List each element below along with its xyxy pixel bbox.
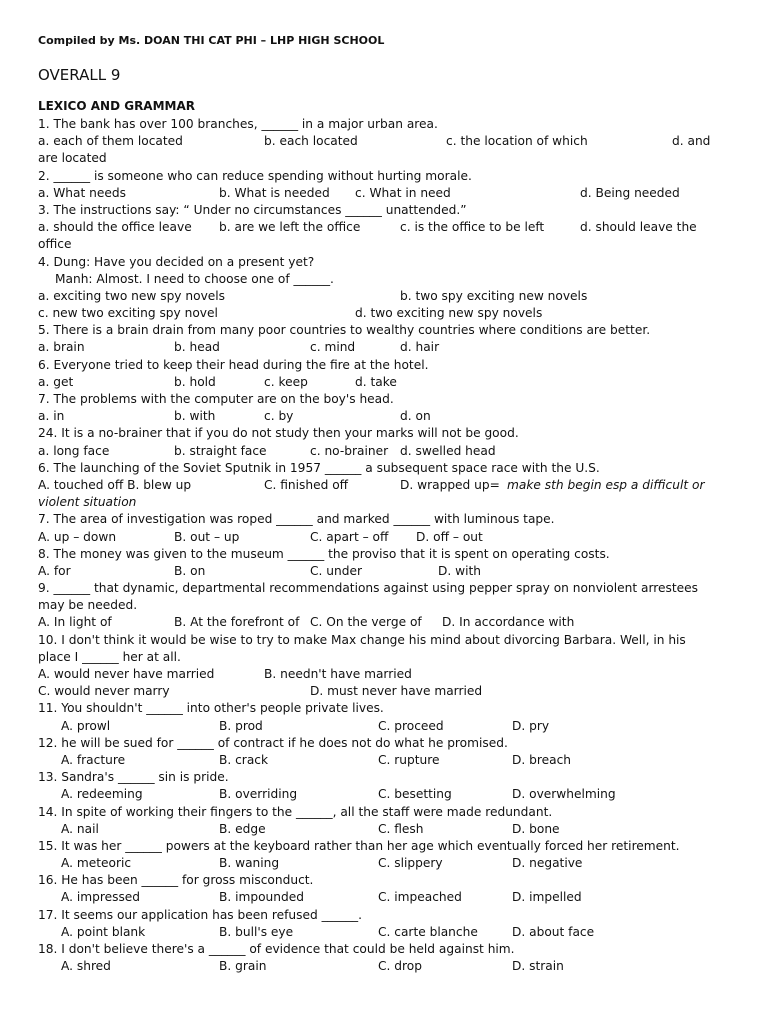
option: A. touched off B. blew up [38, 477, 192, 492]
option: B. overriding [219, 787, 298, 802]
option-continuation: office [38, 237, 72, 252]
option: D. with [438, 563, 481, 578]
option: D. strain [512, 959, 564, 974]
question-line [38, 202, 728, 219]
option: A. fracture [61, 752, 126, 767]
option: a. long face [38, 443, 110, 458]
question-line [38, 769, 728, 786]
option: A. meteoric [61, 856, 132, 871]
option-line [38, 752, 728, 769]
option: B. out – up [174, 529, 240, 544]
option-line [38, 958, 728, 975]
question-text: 16. He has been ______ for gross misconduct. [38, 873, 314, 888]
option-line [38, 133, 728, 150]
question-text: 7. The problems with the computer are on the boy's head. [38, 392, 394, 406]
section-heading: LEXICO AND GRAMMAR [38, 99, 196, 113]
option: A. would never have married [38, 667, 215, 681]
question-list [38, 116, 728, 975]
question-text: 13. Sandra's ______ sin is pride. [38, 770, 229, 785]
option-line [38, 786, 728, 803]
option: c. no-brainer [310, 443, 389, 458]
document-header: Compiled by Ms. DOAN THI CAT PHI – LHP HIGH SCHOOL [38, 34, 385, 47]
question-text: 10. I don't think it would be wise to try to make Max change his mind about divorcing Barbara. Well, in his [38, 632, 686, 647]
option: A. In light of [38, 615, 112, 630]
option-line [38, 305, 728, 322]
option: a. What needs [38, 185, 126, 200]
option-line [38, 563, 728, 580]
question-text: 17. It seems our application has been refused ______. [38, 907, 363, 922]
option: A. point blank [61, 924, 146, 939]
option: c. What in need [355, 185, 451, 200]
question-line [38, 804, 728, 821]
option: B. on [174, 563, 206, 578]
question-text: 5. There is a brain drain from many poor countries to wealthy countries where conditions are better. [38, 323, 651, 338]
option: D. breach [512, 752, 572, 767]
question-text: 8. The money was given to the museum ______ the proviso that it is spent on operating costs. [38, 546, 610, 561]
option-note: violent situation [38, 495, 137, 510]
option: C. would never marry [38, 684, 170, 699]
option: D. bone [512, 821, 560, 836]
option-line [38, 494, 728, 511]
option: b. with [174, 409, 216, 424]
option: c. by [264, 409, 294, 424]
option: B. waning [219, 856, 280, 871]
option: D. wrapped up= [400, 477, 500, 492]
question-text: 2. ______ is someone who can reduce spending without hurting morale. [38, 168, 472, 183]
option: b. head [174, 340, 220, 355]
option-line [38, 683, 728, 700]
option: A. nail [61, 821, 99, 836]
option-line [38, 408, 728, 425]
option-line [38, 666, 728, 683]
option: B. crack [219, 752, 269, 767]
question-text: 12. he will be sued for ______ of contract if he does not do what he promised. [38, 735, 508, 750]
option: C. apart – off [310, 529, 389, 544]
option: C. besetting [378, 787, 452, 802]
option: B. edge [219, 821, 266, 836]
question-text: 14. In spite of working their fingers to the ______, all the staff were made redundant. [38, 804, 553, 819]
option: B. bull's eye [219, 924, 294, 939]
option: A. up – down [38, 529, 117, 544]
option: A. redeeming [61, 787, 143, 802]
option: C. finished off [264, 477, 349, 492]
option: D. In accordance with [442, 615, 575, 630]
option: c. keep [264, 374, 308, 389]
option: D. overwhelming [512, 787, 616, 802]
question-line [38, 391, 728, 408]
option-line [38, 855, 728, 872]
question-line [38, 546, 728, 563]
option-line [38, 924, 728, 941]
option: C. drop [378, 959, 422, 974]
option-line [38, 821, 728, 838]
option: C. On the verge of [310, 615, 422, 630]
option: d. take [355, 374, 397, 389]
question-line [38, 872, 728, 889]
option: D. negative [512, 856, 583, 871]
option-line [38, 339, 728, 356]
question-text: 11. You shouldn't ______ into other's people private lives. [38, 701, 384, 716]
option: b. hold [174, 374, 216, 389]
option: C. rupture [378, 752, 440, 767]
option: A. shred [61, 959, 111, 974]
option: D. off – out [416, 529, 483, 544]
option: d. should leave the [580, 220, 697, 235]
option: D. must never have married [310, 684, 483, 699]
question-line [38, 907, 728, 924]
option: a. brain [38, 340, 85, 355]
option: D. pry [512, 718, 550, 733]
question-text: 6. Everyone tried to keep their head during the fire at the hotel. [38, 357, 429, 372]
question-line [38, 838, 728, 855]
option: c. new two exciting spy novel [38, 306, 218, 321]
question-text: 18. I don't believe there's a ______ of evidence that could be held against him. [38, 942, 515, 956]
question-text: may be needed. [38, 598, 138, 613]
question-text: 9. ______ that dynamic, departmental recommendations against using pepper spray on nonviolent arrestees [38, 581, 698, 596]
option: B. At the forefront of [174, 615, 300, 630]
option-line [38, 150, 728, 167]
option: a. each of them located [38, 134, 183, 149]
option-line [38, 219, 728, 236]
question-line [38, 425, 728, 442]
question-line [38, 511, 728, 528]
option: B. prod [219, 718, 263, 733]
option-line [38, 477, 728, 494]
option: d. swelled head [400, 443, 496, 458]
option: d. hair [400, 340, 440, 355]
question-text: 6. The launching of the Soviet Sputnik in 1957 ______ a subsequent space race with the U.S. [38, 460, 600, 475]
option-line [38, 889, 728, 906]
option: d. on [400, 409, 431, 424]
page-title: OVERALL 9 [38, 66, 121, 84]
option: A. prowl [61, 718, 111, 733]
option: c. the location of which [446, 134, 588, 149]
option: C. proceed [378, 718, 444, 733]
question-line [38, 735, 728, 752]
question-text: 3. The instructions say: “ Under no circumstances ______ unattended.” [38, 202, 467, 217]
option: b. What is needed [219, 185, 330, 200]
question-line [38, 271, 728, 288]
option: C. carte blanche [378, 924, 478, 939]
option: b. each located [264, 134, 358, 149]
question-text: place I ______ her at all. [38, 649, 181, 664]
option-line [38, 718, 728, 735]
option: b. two spy exciting new novels [400, 288, 588, 303]
option-line [38, 529, 728, 546]
question-line [38, 322, 728, 339]
option-line [38, 374, 728, 391]
question-text: 7. The area of investigation was roped ______ and marked ______ with luminous tape. [38, 512, 555, 527]
option: d. Being needed [580, 185, 680, 200]
option: c. mind [310, 340, 356, 355]
option-line [38, 288, 728, 305]
option: C. under [310, 563, 362, 578]
option: b. are we left the office [219, 220, 361, 235]
question-text: 4. Dung: Have you decided on a present yet? [38, 254, 315, 269]
option-line [38, 185, 728, 202]
option: C. slippery [378, 856, 443, 871]
option: a. get [38, 374, 74, 389]
question-text: Manh: Almost. I need to choose one of ______. [55, 271, 334, 286]
question-line [38, 649, 728, 666]
question-line [38, 357, 728, 374]
question-line [38, 700, 728, 717]
option-line [38, 443, 728, 460]
question-line [38, 941, 728, 958]
option: C. impeached [378, 890, 462, 905]
option: a. in [38, 409, 65, 424]
option: a. should the office leave [38, 220, 192, 235]
option: B. needn't have married [264, 667, 412, 681]
question-text: 1. The bank has over 100 branches, ______ in a major urban area. [38, 117, 438, 131]
option: a. exciting two new spy novels [38, 288, 226, 303]
question-text: 24. It is a no-brainer that if you do not study then your marks will not be good. [38, 426, 519, 441]
option-line [38, 236, 728, 253]
option: b. straight face [174, 443, 267, 458]
question-line [38, 116, 728, 133]
question-text: 15. It was her ______ powers at the keyboard rather than her age which eventually forced her retirement. [38, 838, 680, 853]
option-line [38, 614, 728, 631]
option: D. impelled [512, 890, 582, 905]
question-line [38, 168, 728, 185]
option-continuation: are located [38, 151, 107, 166]
option: A. for [38, 563, 71, 578]
option: C. flesh [378, 821, 424, 836]
option: B. impounded [219, 890, 304, 905]
option: D. about face [512, 924, 595, 939]
option: d. and [672, 134, 711, 149]
option: B. grain [219, 959, 267, 974]
option: A. impressed [61, 890, 141, 905]
question-line [38, 580, 728, 597]
option: d. two exciting new spy novels [355, 306, 543, 321]
question-line [38, 632, 728, 649]
question-line [38, 597, 728, 614]
question-line [38, 254, 728, 271]
question-line [38, 460, 728, 477]
option: c. is the office to be left [400, 220, 545, 235]
option-note: make sth begin esp a difficult or [507, 477, 705, 492]
